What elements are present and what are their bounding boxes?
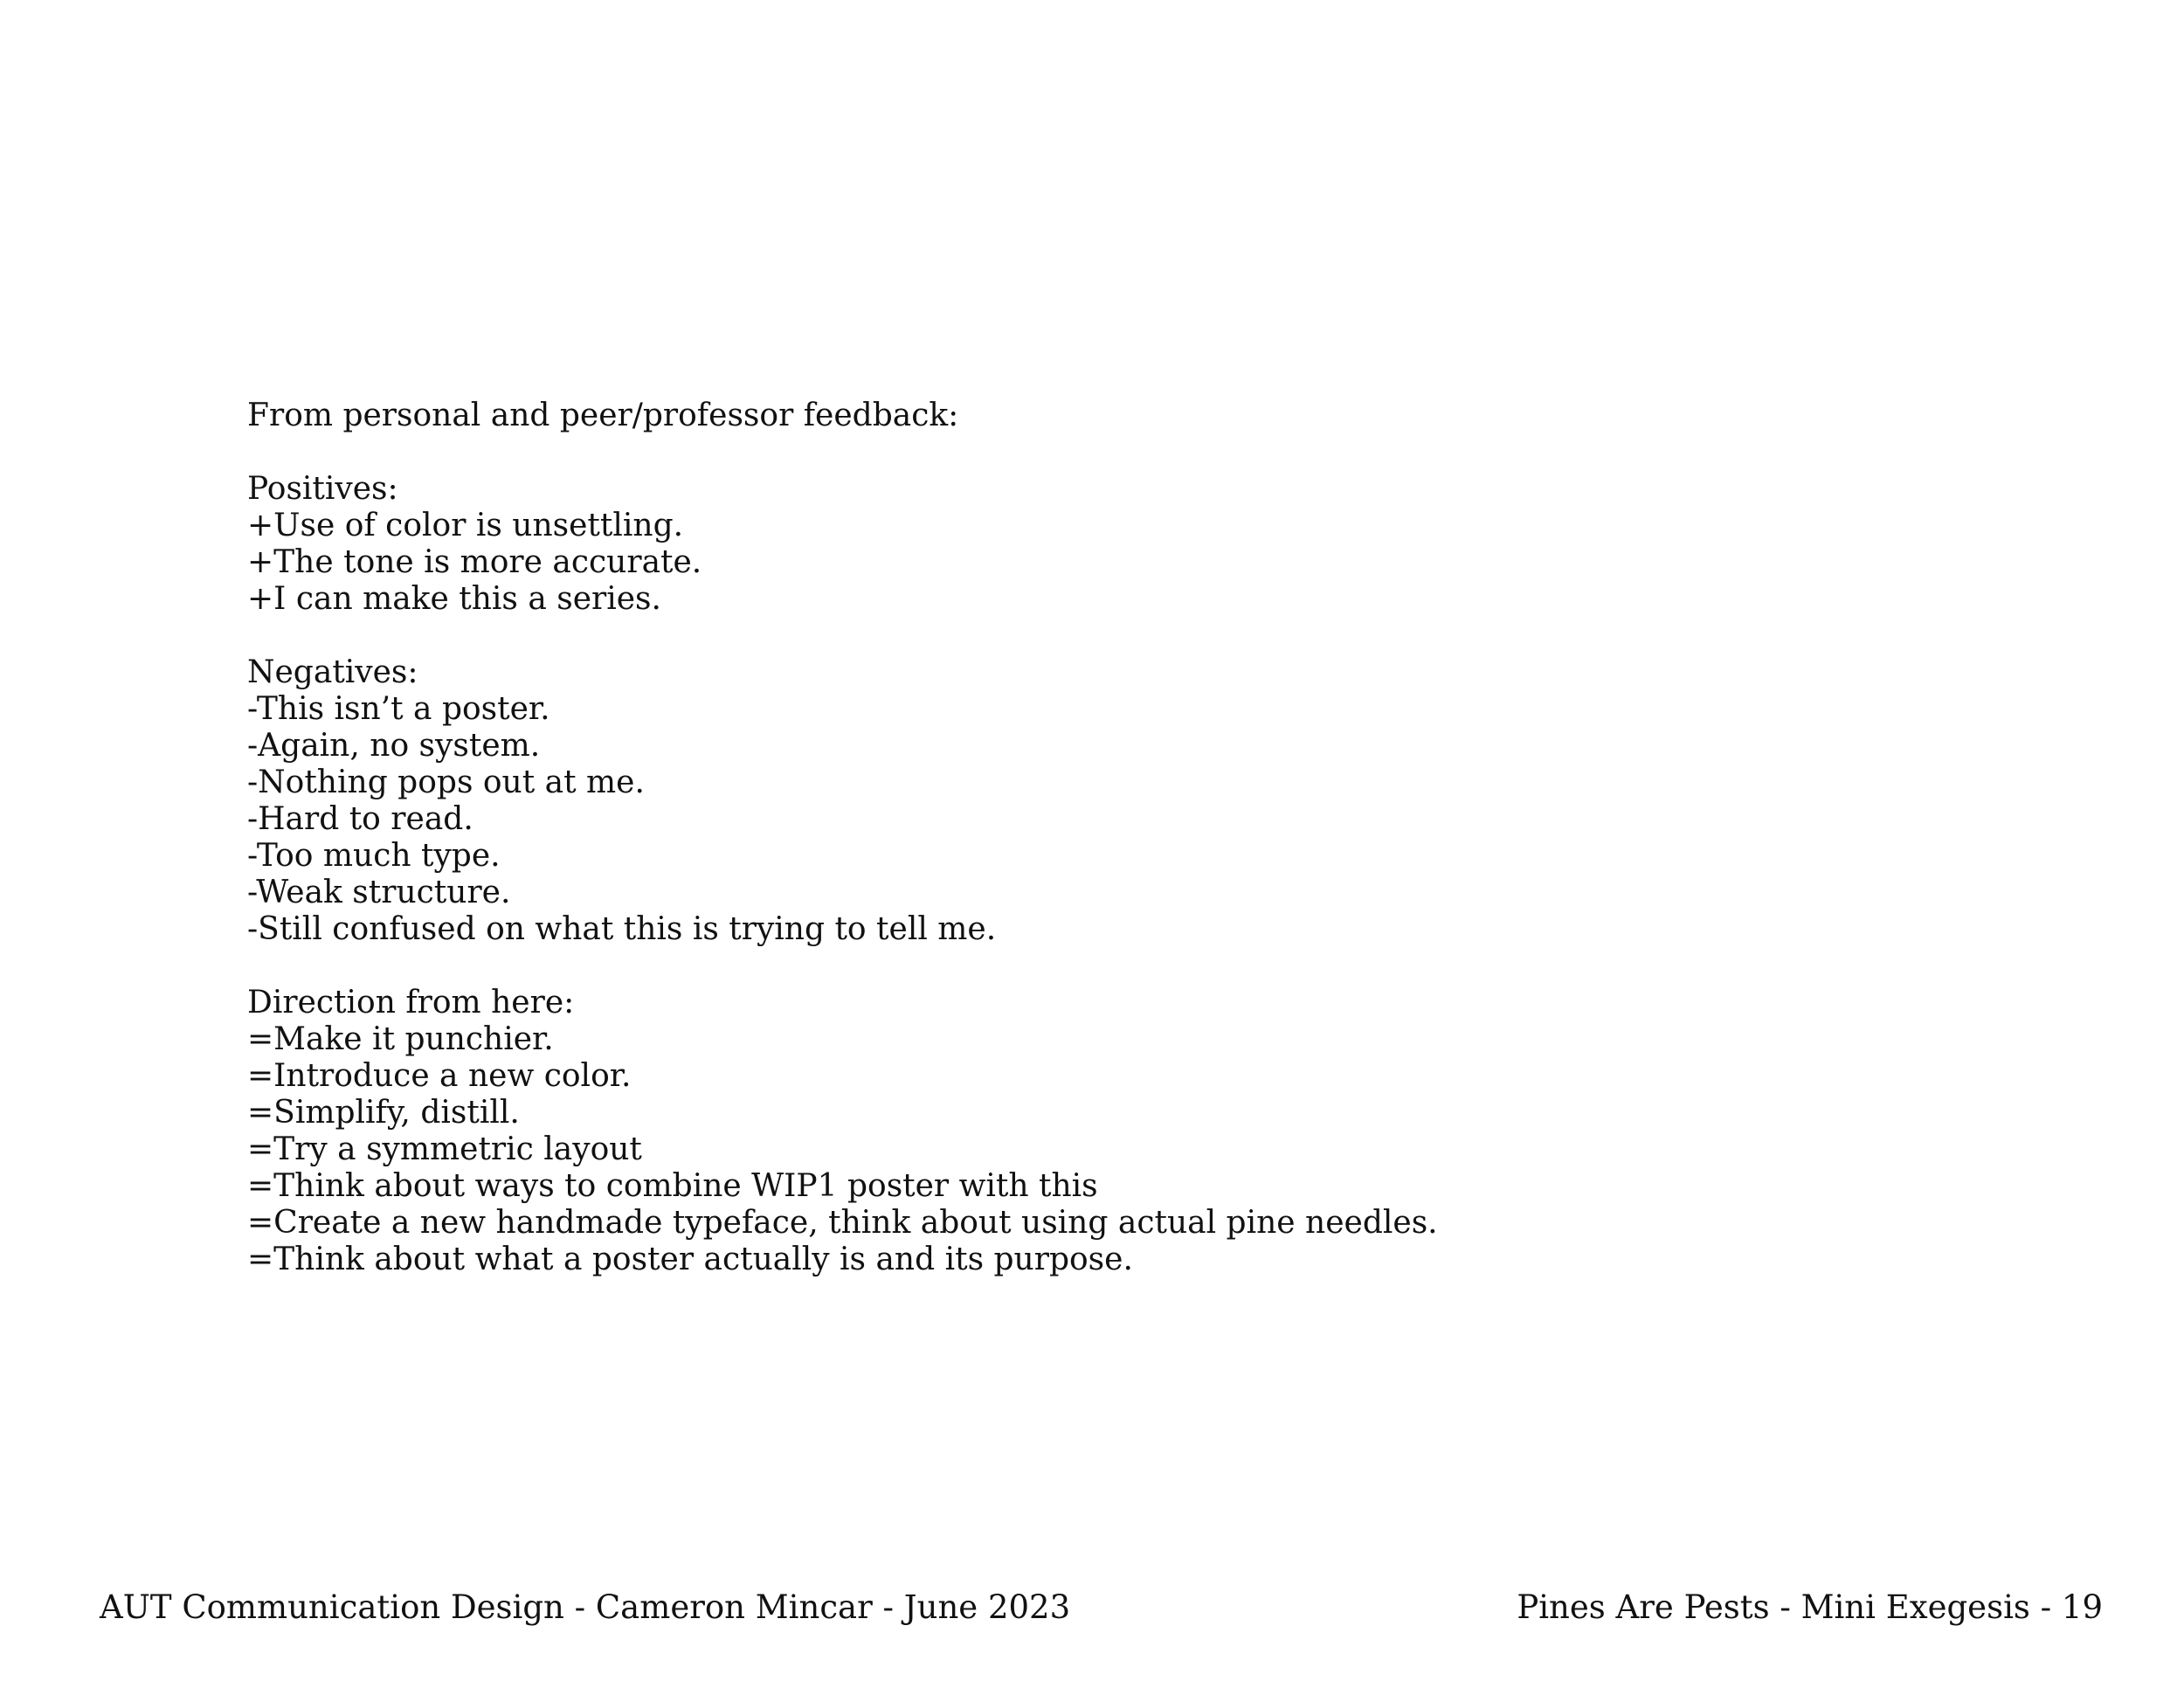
spacer — [247, 434, 1820, 471]
negative-item: -Again, no system. — [247, 728, 541, 764]
intro-text: From personal and peer/professor feedback: — [247, 398, 959, 433]
negative-item: -Still confused on what this is trying to tell me. — [247, 911, 997, 947]
feedback-content — [247, 398, 1820, 1278]
positive-item: +The tone is more accurate. — [247, 544, 702, 580]
direction-item: =Try a symmetric layout — [247, 1131, 642, 1167]
negative-item: -Nothing pops out at me. — [247, 764, 645, 800]
negative-item: -Hard to read. — [247, 801, 473, 837]
direction-item: =Think about ways to combine WIP1 poster with this — [247, 1168, 1098, 1204]
negatives-heading: Negatives: — [247, 654, 418, 690]
spacer — [247, 618, 1820, 654]
direction-item: =Introduce a new color. — [247, 1058, 632, 1094]
positive-item: +I can make this a series. — [247, 581, 661, 617]
direction-item: =Create a new handmade typeface, think about using actual pine needles. — [247, 1205, 1438, 1241]
footer-right-text: Pines Are Pests - Mini Exegesis - 19 — [1517, 1588, 2103, 1626]
positives-heading: Positives: — [247, 471, 398, 507]
direction-item: =Think about what a poster actually is and its purpose. — [247, 1242, 1133, 1277]
positive-item: +Use of color is unsettling. — [247, 508, 684, 543]
footer-left-text: AUT Communication Design - Cameron Mincar - June 2023 — [100, 1588, 1071, 1626]
direction-heading: Direction from here: — [247, 985, 575, 1020]
direction-item: =Make it punchier. — [247, 1021, 554, 1057]
negative-item: -This isn’t a poster. — [247, 691, 550, 727]
direction-item: =Simplify, distill. — [247, 1095, 520, 1131]
spacer — [247, 948, 1820, 985]
negative-item: -Too much type. — [247, 838, 501, 874]
negative-item: -Weak structure. — [247, 875, 511, 910]
